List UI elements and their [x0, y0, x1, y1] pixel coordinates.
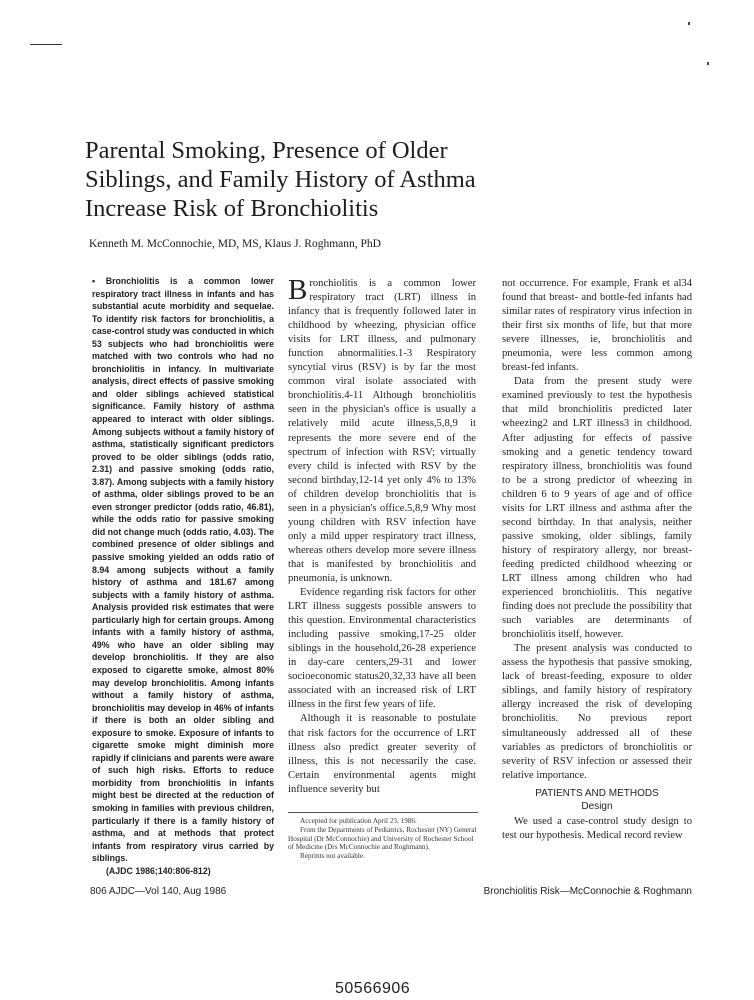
paragraph: not occurrence. For example, Frank et al34 found that breast- and bottle-fed infants had similar rates of respiratory virus infection in their first six months of life, but that more severe illnesses, ie, bronchiolitis and pneumonia, were less common among breast-fed infants. — [502, 278, 692, 374]
subsection-heading: Design — [581, 800, 613, 812]
paragraph-text: ronchiolitis is a common lower respiratory tract (LRT) illness in infancy that is frequently followed later in childhood by wheezing, physician office visits for LRT illness, and pulmonary function abnormalities.1-3 Respiratory syncytial virus (RSV) is by far the most common viral isolate associated with bronchiolitis.4-11 Although bronchiolitis seen in the physician's office is usually a relatively mild acute illness,5,8,9 it represents the more severe end of the spectrum of infection with RSV; virtually every child is infected with RSV by the second birthday,12-14 yet only 4% to 13% of children develop bronchiolitis that is seen in a physician's office.5,8,9 Why most young children with RSV infection have only a mild upper respiratory tract illness, whereas others develop more severe illness that is manifested by bronchiolitis and pneumonia, is unknown. — [288, 278, 476, 584]
section-heading: PATIENTS AND METHODS — [535, 787, 659, 799]
scan-mark-dot — [707, 62, 709, 65]
paragraph: Evidence regarding risk factors for other LRT illness suggests possible answers to this question. Environmental characteristics including passive smoking,17-25 older siblings in the household,26-28 experience in day-care centers,29-31 and lower socioeconomic status20,32,33 have all been associated with an increased risk of LRT illness in the first few years of life. — [288, 587, 476, 711]
author-line: Kenneth M. McConnochie, MD, MS, Klaus J. Roghmann, PhD — [89, 238, 381, 250]
footnote-reprints: Reprints not available. — [300, 852, 365, 861]
abstract-citation: (AJDC 1986;140:806-812) — [106, 865, 211, 876]
footer-running-title: Bronchiolitis Risk—McConnochie & Roghmann — [483, 886, 692, 897]
document-id: 50566906 — [335, 980, 411, 997]
body-column-2 — [288, 274, 476, 797]
scan-mark-dot — [688, 22, 690, 25]
footnote — [288, 812, 478, 861]
title-line: Siblings, and Family History of Asthma — [85, 166, 476, 193]
drop-cap: B — [288, 274, 308, 306]
paragraph — [288, 274, 476, 586]
title-line: Parental Smoking, Presence of Older — [85, 137, 448, 164]
abstract-text: • Bronchiolitis is a common lower respiratory tract illness in infants and has substantial acute morbidity and sequelae. To identify risk factors for bronchiolitis, a case-control study was conducted in which 53 subjects who had bronchiolitis were matched with two controls who had no bronchiolitis in infancy. In multivariate analysis, direct effects of passive smoking and older siblings achieved statistical significance. Family history of asthma appeared to interact with older siblings. Among subjects without a family history of asthma, statistically significant predictors proved to be older siblings (odds ratio, 2.31) and passive smoking (odds ratio, 3.87). Among subjects with a family history of asthma, older siblings proved to be an even stronger predictor (odds ratio, 46.81), while the odds ratio for passive smoking did not change much (odds ratio, 4.03). The combined presence of older siblings and passive smoking yielded an odds ratio of 8.94 among subjects without a family history of asthma and 181.67 among subjects with a family history of asthma. Analysis provided risk estimates that were particularly high for certain groups. Among infants with a family history of asthma, 49% who have an older sibling may develop bronchiolitis. If they are also exposed to cigarette smoke, almost 80% may develop bronchiolitis. Among infants without a family history of asthma, bronchiolitis may develop in 46% of infants if there is both an older sibling and exposure to smoke. Exposure of infants to cigarette smoke might diminish more rapidly if clinicians and parents were aware of such high risks. Efforts to reduce morbidity from bronchiolitis in infants might best be directed at the reduction of smoking in families with previous children, particularly if there is a family history of asthma, and at methods that protect infants from respiratory virus carried by siblings. — [92, 276, 274, 864]
footnote-accepted: Accepted for publication April 23, 1986. — [300, 817, 417, 825]
abstract — [92, 275, 274, 877]
footer-journal: 806 AJDC—Vol 140, Aug 1986 — [90, 886, 227, 897]
scan-mark-rule — [30, 44, 62, 45]
title-line: Increase Risk of Bronchiolitis — [85, 195, 379, 222]
paragraph: The present analysis was conducted to assess the hypothesis that passive smoking, lack of breast-feeding, exposure to older siblings, and family history of respiratory allergy increased the risk of developing bronchiolitis. No previous report simultaneously addressed all of these variables as predictors of bronchiolitis or severity of RSV infection or assessed their relative importance. — [502, 643, 692, 781]
body-column-3 — [502, 277, 692, 843]
paragraph: Data from the present study were examined previously to test the hypothesis that mild bronchiolitis predicted later wheezing2 and LRT illness3 in childhood. After adjusting for effects of passive smoking and a genetic tendency toward respiratory illness, bronchiolitis was found to be a strong predictor of wheezing in children 6 to 9 years of age and of office visits for LRT illness and asthma after the second birthday. In that analysis, neither passive smoking, older siblings, family history of respiratory allergy, nor breast-feeding predicted childhood wheezing or LRT illness among children who had experienced bronchiolitis. This negative finding does not preclude the possibility that such variables are determinants of bronchiolitis itself, however. — [502, 376, 692, 641]
footnote-affiliation: From the Departments of Pediatrics, Rochester (NY) General Hospital (Dr McConnochie) and University of Rochester School of Medicine (Drs McConnochie and Roghmann). — [288, 825, 477, 852]
paragraph: We used a case-control study design to test our hypothesis. Medical record review — [502, 815, 692, 841]
article-title — [85, 136, 535, 223]
paragraph: Although it is reasonable to postulate that risk factors for the occurrence of LRT illness also predict greater severity of illness, this is not necessarily the case. Certain environmental agents might influence severity but — [288, 713, 476, 795]
